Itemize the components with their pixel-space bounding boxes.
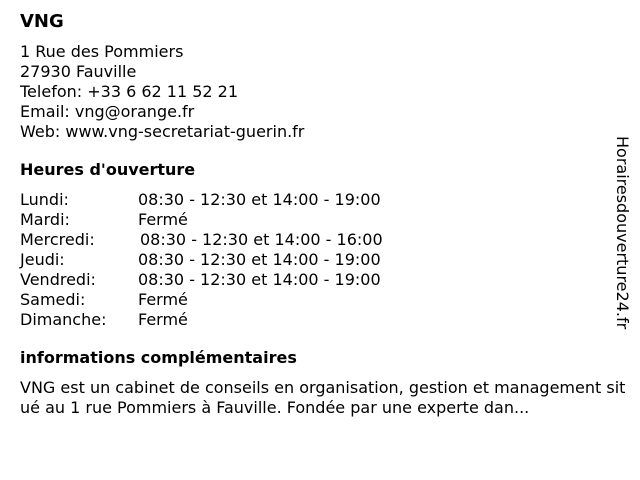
hours-row-samedi — [20, 290, 620, 310]
day-hours: 08:30 - 12:30 et 14:00 - 19:00 — [138, 250, 381, 269]
day-label: Samedi: — [20, 290, 86, 309]
info-heading: informations complémentaires — [20, 348, 297, 367]
day-hours: 08:30 - 12:30 et 14:00 - 19:00 — [138, 270, 381, 289]
day-label: Lundi: — [20, 190, 69, 209]
day-hours: 08:30 - 12:30 et 14:00 - 16:00 — [140, 230, 383, 249]
day-hours: Fermé — [138, 210, 188, 229]
side-credit-link[interactable]: Horairesdouverture24.fr — [613, 136, 632, 330]
hours-heading: Heures d'ouverture — [20, 160, 196, 179]
day-label: Mardi: — [20, 210, 70, 229]
hours-row-dimanche — [20, 310, 620, 330]
day-label: Vendredi: — [20, 270, 96, 289]
hours-row-mercredi — [20, 230, 620, 250]
hours-row-jeudi — [20, 250, 620, 270]
email-line: Email: vng@orange.fr — [20, 102, 195, 121]
hours-row-vendredi — [20, 270, 620, 290]
address-city: 27930 Fauville — [20, 62, 137, 81]
day-hours: Fermé — [138, 310, 188, 329]
day-label: Jeudi: — [20, 250, 65, 269]
day-label: Mercredi: — [20, 230, 95, 249]
hours-row-mardi — [20, 210, 620, 230]
day-hours: Fermé — [138, 290, 188, 309]
hours-table — [20, 190, 620, 330]
web-line: Web: www.vng-secretariat-guerin.fr — [20, 122, 305, 141]
day-hours: 08:30 - 12:30 et 14:00 - 19:00 — [138, 190, 381, 209]
day-label: Dimanche: — [20, 310, 107, 329]
contact-block — [20, 42, 620, 142]
hours-row-lundi — [20, 190, 620, 210]
info-description: VNG est un cabinet de conseils en organisation, gestion et management situé au 1 rue Pommiers à Fauville. Fondée par une experte dan... — [20, 378, 626, 417]
phone-line: Telefon: +33 6 62 11 52 21 — [20, 82, 239, 101]
address-street: 1 Rue des Pommiers — [20, 42, 184, 61]
company-name: VNG — [20, 11, 64, 32]
